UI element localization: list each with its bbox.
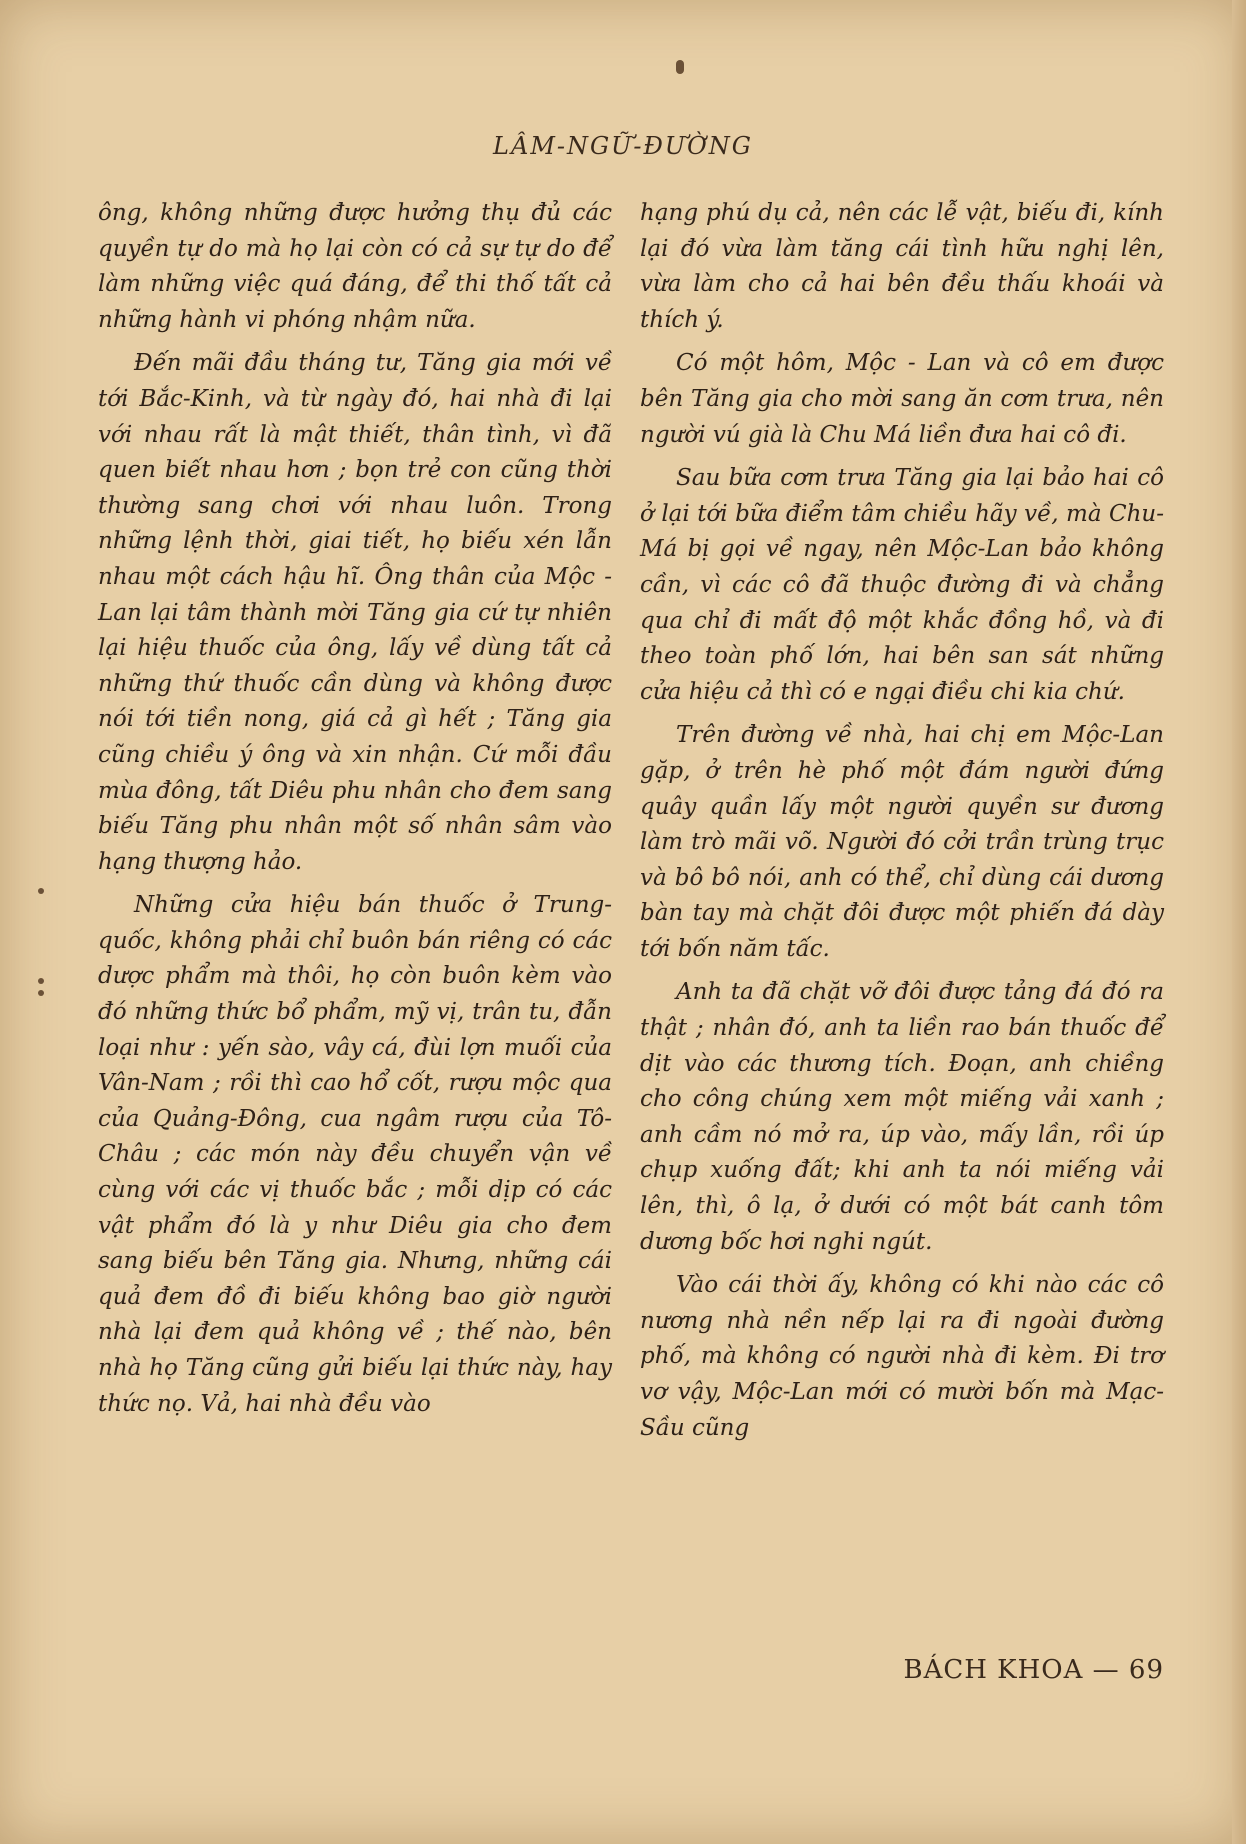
page-footer xyxy=(903,1655,1164,1685)
paragraph: Những cửa hiệu bán thuốc ở Trung-quốc, không phải chỉ buôn bán riêng có các dược phẩm mà thôi, họ còn buôn kèm vào đó những thức bổ phẩm, mỹ vị, trân tu, đẫn loại như : yến sào, vây cá, đùi lợn muối của Vân-Nam ; rồi thì cao hổ cốt, rượu mộc qua của Quảng-Đông, cua ngâm rượu của Tô-Châu ; các món này đều chuyển vận về cùng với các vị thuốc bắc ; mỗi dịp có các vật phẩm đó là y như Diêu gia cho đem sang biếu bên Tăng gia. Nhưng, những cái quả đem đồ đi biếu không bao giờ người nhà lại đem quả không về ; thế nào, bên nhà họ Tăng cũng gửi biếu lại thức này, hay thức nọ. Vả, hai nhà đều vào xyxy=(98,892,612,1417)
paragraph: Sau bữa cơm trưa Tăng gia lại bảo hai cô ở lại tới bữa điểm tâm chiều hãy về, mà Chu-Má bị gọi về ngay, nên Mộc-Lan bảo không cần, vì các cô đã thuộc đường đi và chẳng qua chỉ đi mất độ một khắc đồng hồ, và đi theo toàn phố lớn, hai bên san sát những cửa hiệu cả thì có e ngại điều chi kia chứ. xyxy=(640,465,1164,705)
binding-hole xyxy=(38,888,44,894)
running-title: LÂM-NGỮ-ĐƯỜNG xyxy=(493,132,753,160)
paragraph: Trên đường về nhà, hai chị em Mộc-Lan gặp, ở trên hè phố một đám người đứng quây quần lấy một người quyền sư đương làm trò mãi võ. Người đó cởi trần trùng trục và bô bô nói, anh có thể, chỉ dùng cái dương bàn tay mà chặt đôi được một phiến đá dày tới bốn năm tấc. xyxy=(640,722,1164,962)
paragraph: Anh ta đã chặt vỡ đôi được tảng đá đó ra thật ; nhân đó, anh ta liền rao bán thuốc để dịt vào các thương tích. Đoạn, anh chiềng cho công chúng xem một miếng vải xanh ; anh cầm nó mở ra, úp vào, mấy lần, rồi úp chụp xuống đất; khi anh ta nói miếng vải lên, thì, ô lạ, ở dưới có một bát canh tôm dương bốc hơi nghi ngút. xyxy=(640,979,1164,1255)
paragraph: Có một hôm, Mộc - Lan và cô em được bên Tăng gia cho mời sang ăn cơm trưa, nên người vú già là Chu Má liền đưa hai cô đi. xyxy=(640,350,1164,448)
footer-separator: — xyxy=(1092,1655,1120,1685)
binding-hole xyxy=(38,978,44,984)
paragraph: hạng phú dụ cả, nên các lễ vật, biếu đi, kính lại đó vừa làm tăng cái tình hữu nghị lên, vừa làm cho cả hai bên đều thấu khoái và thích ý. xyxy=(640,200,1164,333)
right-column xyxy=(640,196,1164,1454)
paragraph: Đến mãi đầu tháng tư, Tăng gia mới về tới Bắc-Kinh, và từ ngày đó, hai nhà đi lại với nhau rất là mật thiết, thân tình, vì đã quen biết nhau hơn ; bọn trẻ con cũng thời thường sang chơi với nhau luôn. Trong những lệnh thời, giai tiết, họ biếu xén lẫn nhau một cách hậu hĩ. Ông thân của Mộc - Lan lại tâm thành mời Tăng gia cứ tự nhiên lại hiệu thuốc của ông, lấy về dùng tất cả những thứ thuốc cần dùng và không được nói tới tiền nong, giá cả gì hết ; Tăng gia cũng chiều ý ông và xin nhận. Cứ mỗi đầu mùa đông, tất Diêu phu nhân cho đem sang biếu Tăng phu nhân một số nhân sâm vào hạng thượng hảo. xyxy=(98,350,612,875)
page-number: 69 xyxy=(1128,1655,1164,1685)
paragraph: ông, không những được hưởng thụ đủ các quyền tự do mà họ lại còn có cả sự tự do để làm những việc quá đáng, để thi thố tất cả những hành vi phóng nhậm nữa. xyxy=(98,200,612,333)
binding-hole xyxy=(38,990,44,996)
journal-name: BÁCH KHOA xyxy=(903,1655,1084,1685)
ink-mark xyxy=(676,60,684,74)
left-column xyxy=(98,196,612,1430)
paragraph: Vào cái thời ấy, không có khi nào các cô nương nhà nền nếp lại ra đi ngoài đường phố, mà không có người nhà đi kèm. Đi trơ vơ vậy, Mộc-Lan mới có mười bốn mà Mạc-Sầu cũng xyxy=(640,1272,1164,1441)
